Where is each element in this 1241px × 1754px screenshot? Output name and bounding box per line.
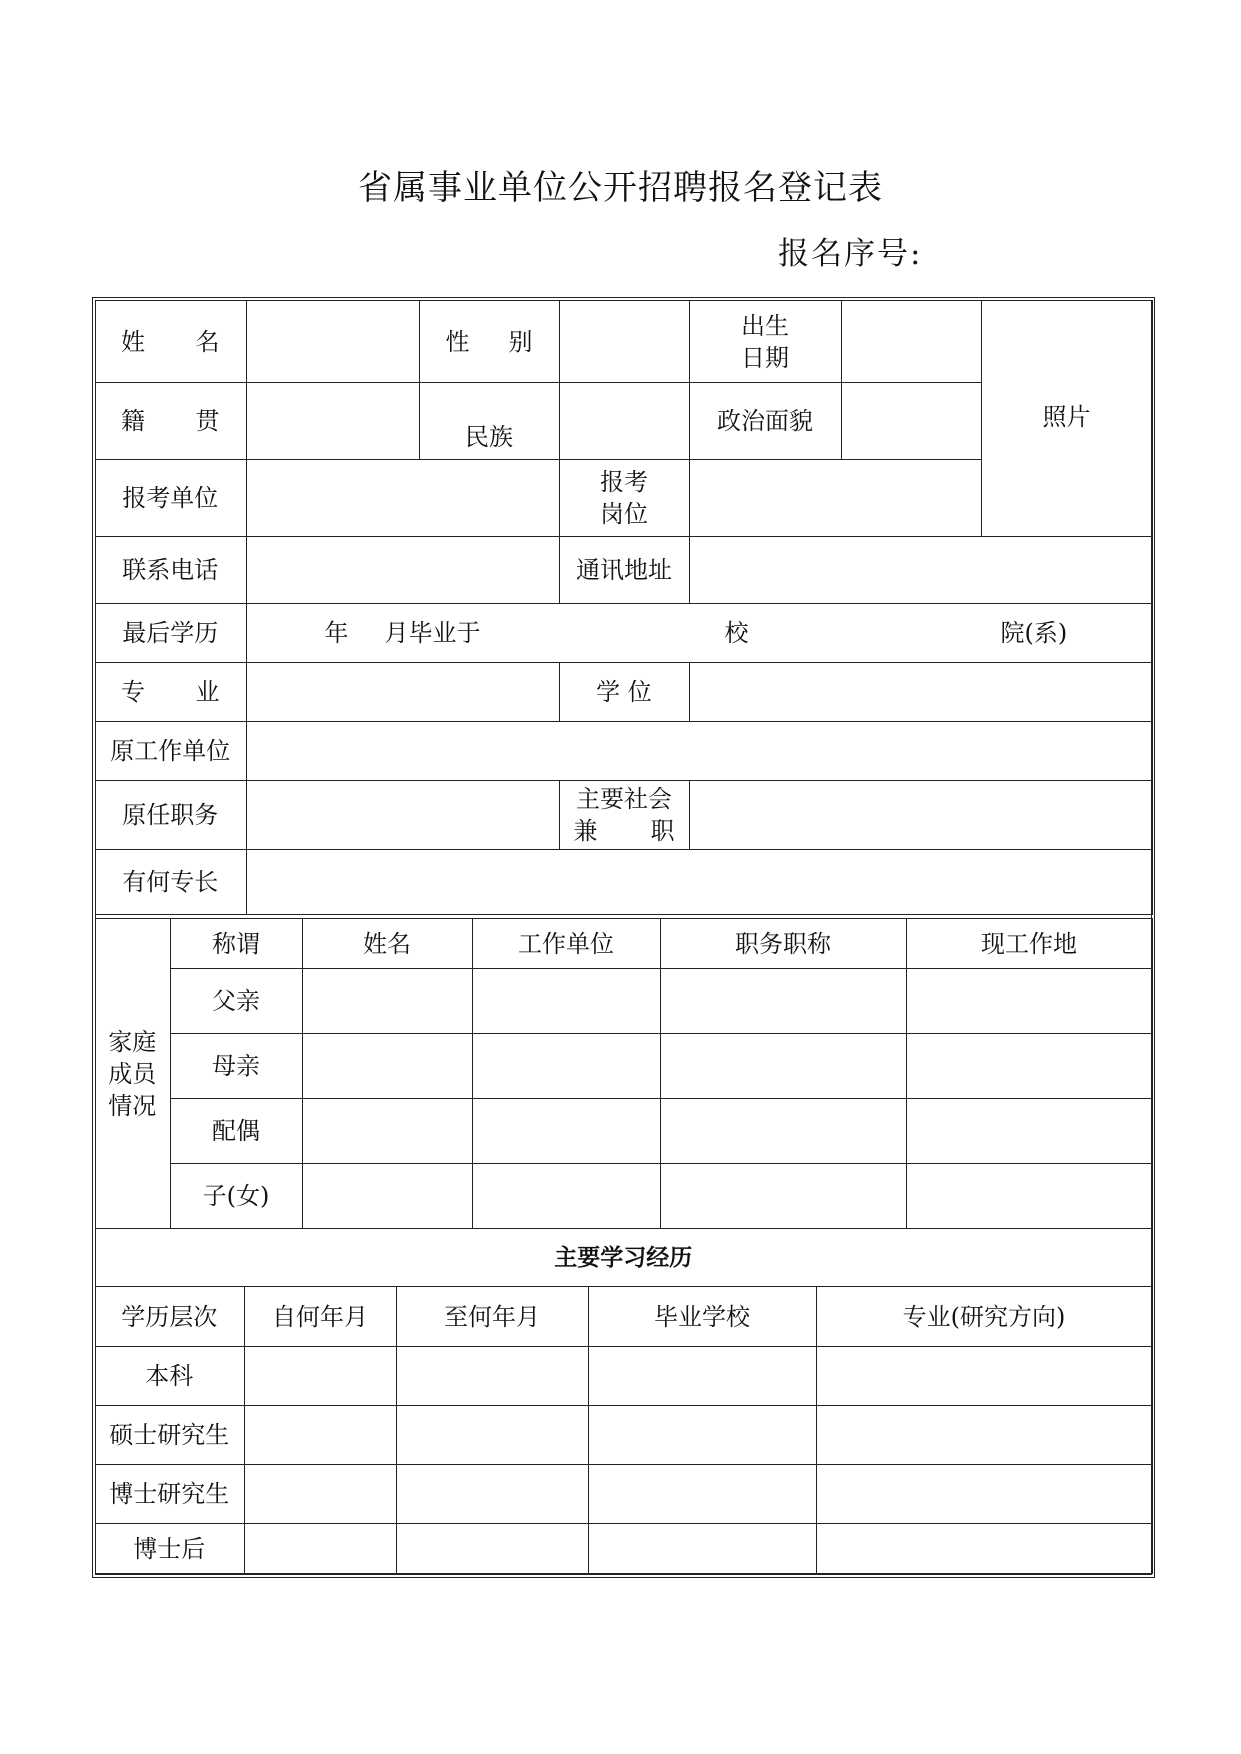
family-header-work-unit: 工作单位: [472, 919, 660, 969]
edu-cell[interactable]: [816, 1347, 1152, 1406]
family-cell[interactable]: [660, 1034, 906, 1099]
family-section-label: 家庭 成员 情况: [95, 919, 170, 1229]
edu-cell[interactable]: [816, 1465, 1152, 1524]
native-place-field[interactable]: [246, 383, 419, 460]
family-cell[interactable]: [472, 1164, 660, 1229]
edu-cell[interactable]: [396, 1406, 588, 1465]
name-label: 姓 名: [95, 301, 246, 383]
family-cell[interactable]: [302, 969, 472, 1034]
gender-field[interactable]: [559, 301, 689, 383]
education-section-title: 主要学习经历: [95, 1229, 1152, 1287]
ethnic-label: 民族: [419, 383, 559, 460]
edu-cell[interactable]: [244, 1347, 396, 1406]
edu-header-level: 学历层次: [95, 1287, 244, 1347]
social-post-field[interactable]: [689, 781, 1152, 850]
social-post-label: 主要社会 兼 职: [559, 781, 689, 850]
phone-label: 联系电话: [95, 537, 246, 604]
edu-level-doctor: 博士研究生: [95, 1465, 244, 1524]
education-field[interactable]: [246, 604, 1152, 663]
former-unit-field[interactable]: [246, 722, 1152, 781]
edu-cell[interactable]: [244, 1524, 396, 1574]
family-cell[interactable]: [906, 1099, 1152, 1164]
major-field[interactable]: [246, 663, 559, 722]
family-relation-father: 父亲: [170, 969, 302, 1034]
family-relation-child: 子(女): [170, 1164, 302, 1229]
political-status-label: 政治面貌: [689, 383, 841, 460]
serial-number-label: 报名序号:: [778, 236, 923, 272]
family-cell[interactable]: [906, 969, 1152, 1034]
personal-info-table: [95, 300, 1153, 915]
apply-post-field[interactable]: [689, 460, 981, 537]
family-header-name: 姓名: [302, 919, 472, 969]
edu-cell[interactable]: [244, 1406, 396, 1465]
birth-date-label: 出生 日期: [689, 301, 841, 383]
edu-cell[interactable]: [588, 1406, 816, 1465]
former-post-field[interactable]: [246, 781, 559, 850]
degree-field[interactable]: [689, 663, 1152, 722]
apply-post-label: 报考 岗位: [559, 460, 689, 537]
edu-college-text: 院(系): [1000, 619, 1068, 647]
education-history-table: [95, 1228, 1153, 1574]
political-status-field[interactable]: [841, 383, 981, 460]
family-header-location: 现工作地: [906, 919, 1152, 969]
apply-unit-field[interactable]: [246, 460, 559, 537]
family-cell[interactable]: [906, 1034, 1152, 1099]
family-relation-mother: 母亲: [170, 1034, 302, 1099]
family-cell[interactable]: [906, 1164, 1152, 1229]
edu-level-postdoc: 博士后: [95, 1524, 244, 1574]
family-relation-spouse: 配偶: [170, 1099, 302, 1164]
family-cell[interactable]: [472, 969, 660, 1034]
address-field[interactable]: [689, 537, 1152, 604]
apply-unit-label: 报考单位: [95, 460, 246, 537]
edu-cell[interactable]: [396, 1465, 588, 1524]
family-cell[interactable]: [660, 1099, 906, 1164]
edu-cell[interactable]: [816, 1524, 1152, 1574]
former-unit-label: 原工作单位: [95, 722, 246, 781]
form-title: 省属事业单位公开招聘报名登记表: [358, 168, 883, 208]
edu-school-text: 校: [724, 619, 749, 647]
edu-cell[interactable]: [588, 1347, 816, 1406]
family-cell[interactable]: [660, 969, 906, 1034]
native-place-label: 籍 贯: [95, 383, 246, 460]
family-cell[interactable]: [302, 1034, 472, 1099]
edu-cell[interactable]: [588, 1465, 816, 1524]
birth-date-field[interactable]: [841, 301, 981, 383]
degree-label: 学 位: [559, 663, 689, 722]
ethnic-field[interactable]: [559, 383, 689, 460]
address-label: 通讯地址: [559, 537, 689, 604]
edu-cell[interactable]: [816, 1406, 1152, 1465]
family-cell[interactable]: [660, 1164, 906, 1229]
photo-box[interactable]: 照片: [981, 301, 1152, 537]
education-label: 最后学历: [95, 604, 246, 663]
family-header-title: 职务职称: [660, 919, 906, 969]
family-members-table: [95, 918, 1153, 1229]
edu-header-to: 至何年月: [396, 1287, 588, 1347]
family-cell[interactable]: [472, 1034, 660, 1099]
edu-cell[interactable]: [244, 1465, 396, 1524]
edu-year-text: 年: [324, 619, 349, 647]
edu-header-school: 毕业学校: [588, 1287, 816, 1347]
phone-field[interactable]: [246, 537, 559, 604]
edu-cell[interactable]: [396, 1524, 588, 1574]
family-cell[interactable]: [302, 1164, 472, 1229]
specialty-label: 有何专长: [95, 850, 246, 915]
edu-cell[interactable]: [588, 1524, 816, 1574]
edu-header-major: 专业(研究方向): [816, 1287, 1152, 1347]
family-cell[interactable]: [472, 1099, 660, 1164]
family-cell[interactable]: [302, 1099, 472, 1164]
major-label: 专 业: [95, 663, 246, 722]
gender-label: 性 别: [419, 301, 559, 383]
former-post-label: 原任职务: [95, 781, 246, 850]
edu-level-master: 硕士研究生: [95, 1406, 244, 1465]
name-field[interactable]: [246, 301, 419, 383]
edu-level-bachelor: 本科: [95, 1347, 244, 1406]
edu-month-text: 月毕业于: [384, 619, 481, 647]
specialty-field[interactable]: [246, 850, 1152, 915]
edu-header-from: 自何年月: [244, 1287, 396, 1347]
edu-cell[interactable]: [396, 1347, 588, 1406]
family-header-relation: 称谓: [170, 919, 302, 969]
